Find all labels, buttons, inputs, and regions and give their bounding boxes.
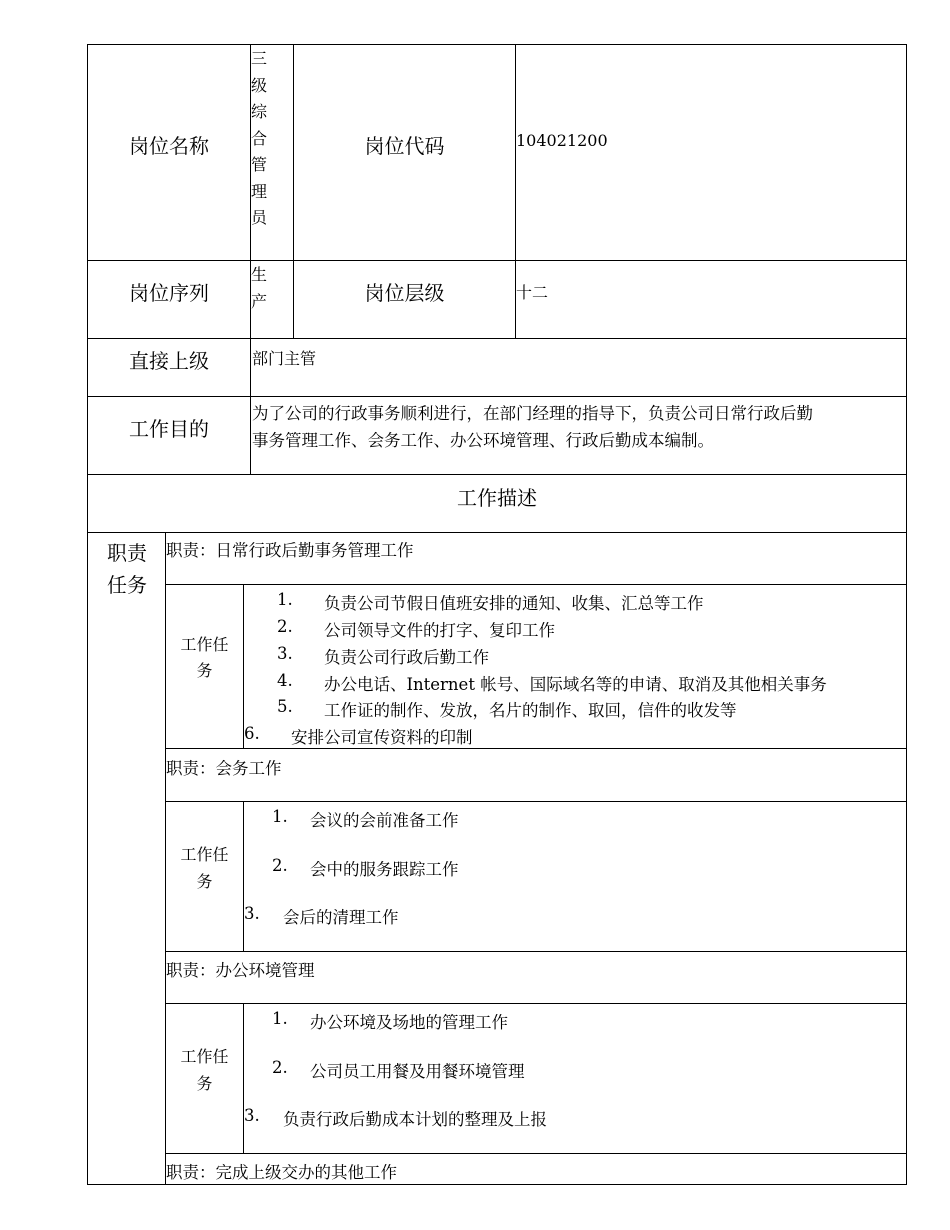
duty-1-task-5-num: 5. xyxy=(277,697,293,716)
duty-2-task-label-line-2: 务 xyxy=(196,872,213,891)
post-level-label: 岗位层级 xyxy=(364,281,445,305)
duty-3-task-3-num: 3. xyxy=(244,1106,260,1125)
duty-1-task-6-num: 6. xyxy=(244,724,260,743)
duty-1-task-2-num: 2. xyxy=(277,617,293,636)
superior-value: 部门主管 xyxy=(252,349,317,368)
duty-1-task-2: 公司领导文件的打字、复印工作 xyxy=(324,621,555,640)
duty-1-task-6: 安排公司宣传资料的印制 xyxy=(291,728,473,747)
purpose-line-1: 为了公司的行政事务顺利进行，在部门经理的指导下，负责公司日常行政后勤 xyxy=(252,404,813,423)
duty-2-task-1: 会议的会前准备工作 xyxy=(310,811,459,830)
duty-2-task-3-num: 3. xyxy=(244,904,260,923)
duty-1-task-4-num: 4. xyxy=(277,671,293,690)
duty-3-task-1-num: 1. xyxy=(272,1009,288,1028)
duty-3-task-2: 公司员工用餐及用餐环境管理 xyxy=(310,1062,525,1081)
duty-3-task-2-num: 2. xyxy=(272,1058,288,1077)
duty-1-title: 职责：日常行政后勤事务管理工作 xyxy=(166,541,414,560)
duty-3-task-label-line-1: 工作任 xyxy=(180,1047,229,1066)
post-name-label: 岗位名称 xyxy=(129,134,209,158)
duty-1-task-label-line-1: 工作任 xyxy=(180,635,229,654)
duty-1-task-3-num: 3. xyxy=(277,644,293,663)
duty-1-task-label-line-2: 务 xyxy=(196,661,213,680)
post-series-value: 生产 xyxy=(251,265,268,311)
post-series-label: 岗位序列 xyxy=(129,281,209,305)
duty-1-task-4: 办公电话、Internet 帐号、国际域名等的申请、取消及其他相关事务 xyxy=(324,675,827,694)
duty-2-task-label-line-1: 工作任 xyxy=(180,845,229,864)
post-name-value: 三级综合管理员 xyxy=(251,49,268,227)
superior-label: 直接上级 xyxy=(129,349,209,373)
purpose-line-2: 事务管理工作、会务工作、办公环境管理、行政后勤成本编制。 xyxy=(252,431,714,450)
duty-1-task-3: 负责公司行政后勤工作 xyxy=(324,648,489,667)
duty-2-task-2-num: 2. xyxy=(272,856,288,875)
duty-1-task-1: 负责公司节假日值班安排的通知、收集、汇总等工作 xyxy=(324,594,704,613)
purpose-label: 工作目的 xyxy=(129,417,209,441)
duty-2-task-3: 会后的清理工作 xyxy=(283,908,399,927)
duty-3-title: 职责：办公环境管理 xyxy=(166,961,315,980)
duty-2-task-1-num: 1. xyxy=(272,807,288,826)
post-level-value: 十二 xyxy=(516,283,549,302)
duty-label-line-1: 职责 xyxy=(107,541,147,565)
duty-label-line-2: 任务 xyxy=(107,573,147,597)
duty-3-task-1: 办公环境及场地的管理工作 xyxy=(310,1013,508,1032)
post-code-label: 岗位代码 xyxy=(364,134,445,158)
duty-2-task-2: 会中的服务跟踪工作 xyxy=(310,860,459,879)
duty-3-task-label-line-2: 务 xyxy=(196,1074,213,1093)
duty-2-title: 职责：会务工作 xyxy=(166,759,282,778)
duty-1-task-5: 工作证的制作、发放，名片的制作、取回，信件的收发等 xyxy=(324,701,737,720)
duty-1-task-1-num: 1. xyxy=(277,590,293,609)
post-code-value: 104021200 xyxy=(516,131,608,150)
duty-4-title: 职责：完成上级交办的其他工作 xyxy=(166,1163,397,1182)
duty-3-task-3: 负责行政后勤成本计划的整理及上报 xyxy=(283,1110,547,1129)
section-title: 工作描述 xyxy=(457,486,537,510)
